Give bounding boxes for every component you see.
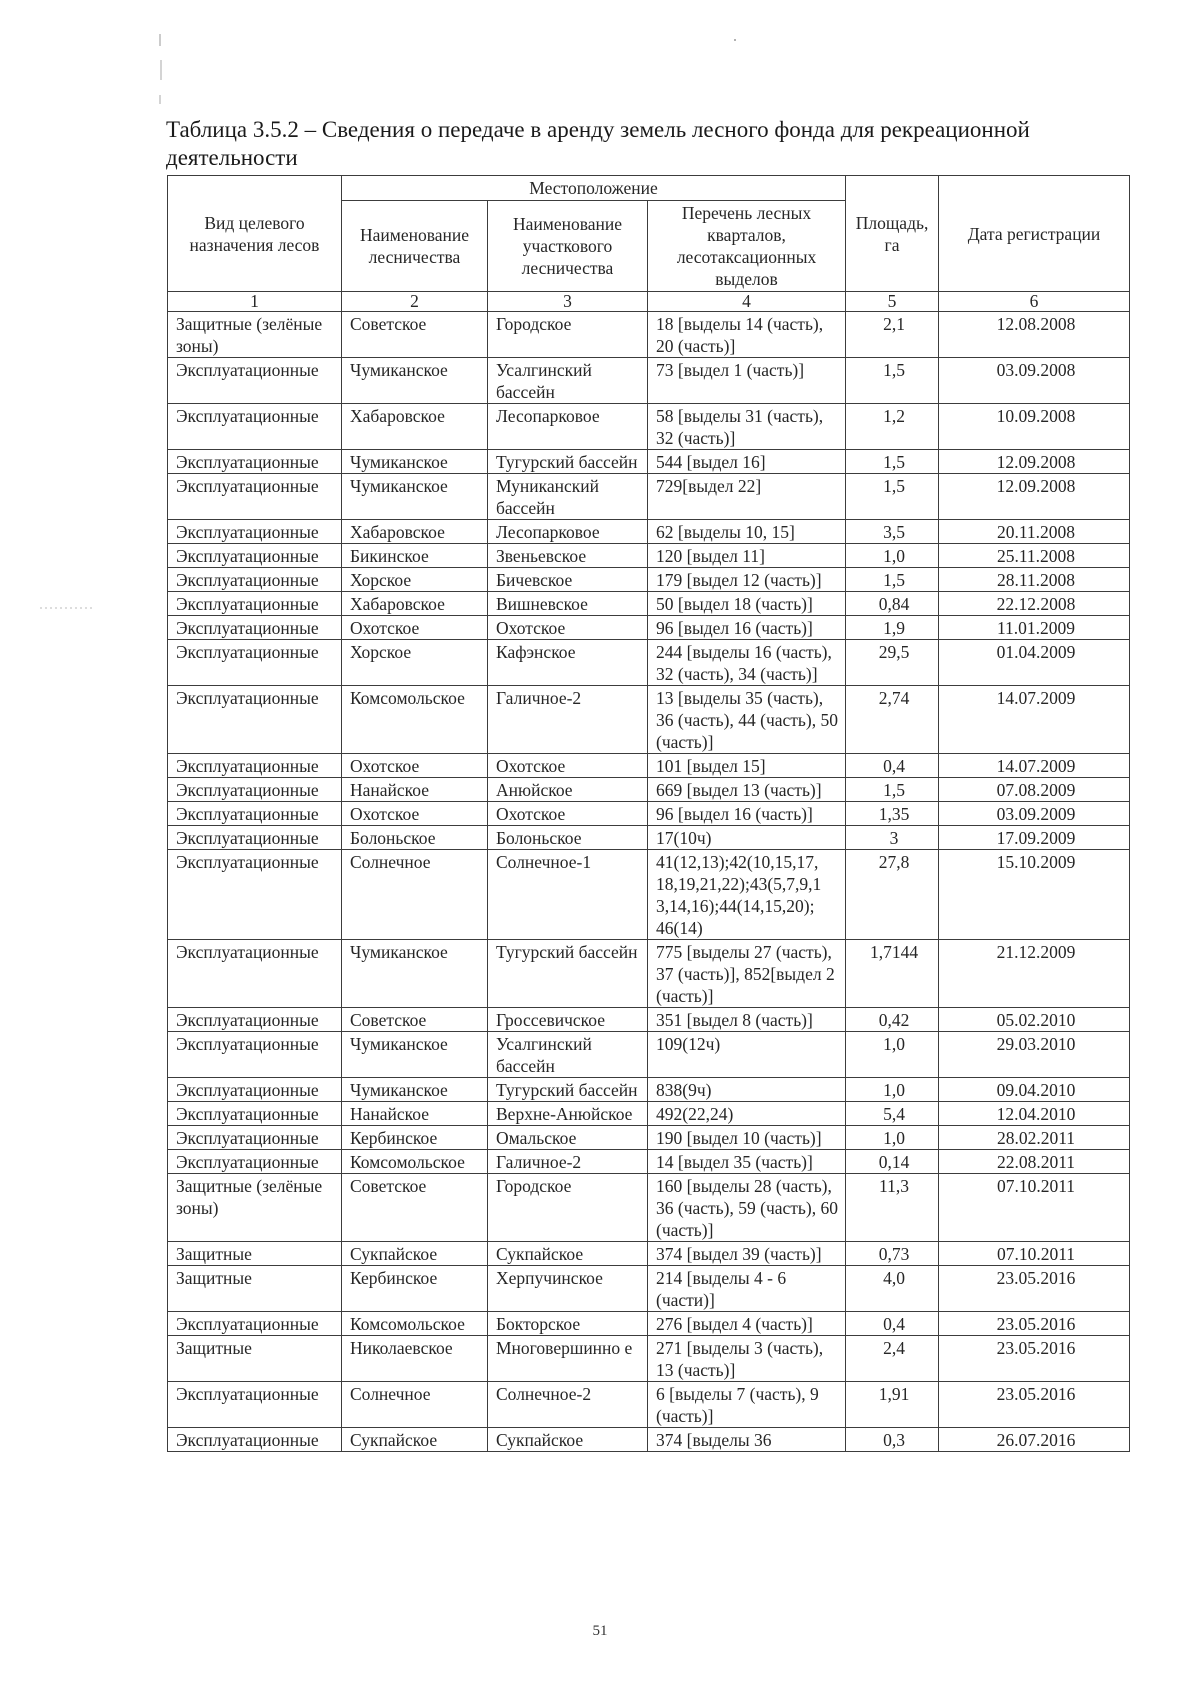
cell-quarters: 14 [выдел 35 (часть)] (648, 1150, 846, 1174)
cell-purpose: Эксплуатационные (168, 1102, 342, 1126)
cell-area: 1,9 (846, 616, 939, 640)
cell-quarters: 729[выдел 22] (648, 474, 846, 520)
cell-purpose: Эксплуатационные (168, 686, 342, 754)
table-row (168, 1078, 1130, 1102)
cell-district: Городское (488, 312, 648, 358)
cell-forestry: Сукпайское (342, 1428, 488, 1452)
cell-district: Солнечное-1 (488, 850, 648, 940)
cell-district: Звеньевское (488, 544, 648, 568)
cell-area: 1,5 (846, 450, 939, 474)
cell-district: Галичное-2 (488, 686, 648, 754)
cell-purpose: Эксплуатационные (168, 1126, 342, 1150)
cell-purpose: Эксплуатационные (168, 450, 342, 474)
cell-quarters: 374 [выделы 36 (648, 1428, 846, 1452)
cell-district: Охотское (488, 616, 648, 640)
table-row (168, 686, 1130, 754)
table-caption: Таблица 3.5.2 – Сведения о передаче в аренду земель лесного фонда для рекреационной деятельности (166, 117, 1030, 170)
cell-purpose: Эксплуатационные (168, 616, 342, 640)
cell-purpose: Эксплуатационные (168, 640, 342, 686)
cell-quarters: 62 [выделы 10, 15] (648, 520, 846, 544)
table-row (168, 592, 1130, 616)
cell-district: Сукпайское (488, 1428, 648, 1452)
lease-table (167, 175, 1130, 1452)
cell-date: 25.11.2008 (939, 544, 1130, 568)
cell-forestry: Чумиканское (342, 450, 488, 474)
column-number: 2 (342, 292, 488, 312)
cell-district: Многовершинно е (488, 1336, 648, 1382)
cell-quarters: 271 [выделы 3 (часть), 13 (часть)] (648, 1336, 846, 1382)
cell-district: Усалгинский бассейн (488, 358, 648, 404)
cell-purpose: Эксплуатационные (168, 850, 342, 940)
cell-quarters: 73 [выдел 1 (часть)] (648, 358, 846, 404)
table-row (168, 640, 1130, 686)
cell-quarters: 160 [выделы 28 (часть), 36 (часть), 59 (часть), 60 (часть)] (648, 1174, 846, 1242)
cell-forestry: Чумиканское (342, 940, 488, 1008)
cell-forestry: Чумиканское (342, 1078, 488, 1102)
cell-purpose: Эксплуатационные (168, 1078, 342, 1102)
cell-area: 0,4 (846, 754, 939, 778)
cell-area: 1,5 (846, 474, 939, 520)
cell-date: 26.07.2016 (939, 1428, 1130, 1452)
cell-area: 3 (846, 826, 939, 850)
cell-quarters: 101 [выдел 15] (648, 754, 846, 778)
cell-forestry: Хорское (342, 568, 488, 592)
cell-area: 11,3 (846, 1174, 939, 1242)
cell-date: 23.05.2016 (939, 1266, 1130, 1312)
cell-purpose: Эксплуатационные (168, 1312, 342, 1336)
cell-forestry: Советское (342, 312, 488, 358)
table-row (168, 1428, 1130, 1452)
cell-forestry: Болоньское (342, 826, 488, 850)
cell-date: 05.02.2010 (939, 1008, 1130, 1032)
cell-forestry: Хабаровское (342, 404, 488, 450)
cell-purpose: Эксплуатационные (168, 1032, 342, 1078)
cell-area: 0,73 (846, 1242, 939, 1266)
table-row (168, 1150, 1130, 1174)
cell-date: 28.02.2011 (939, 1126, 1130, 1150)
cell-quarters: 6 [выделы 7 (часть), 9 (часть)] (648, 1382, 846, 1428)
cell-date: 29.03.2010 (939, 1032, 1130, 1078)
table-row (168, 850, 1130, 940)
cell-area: 0,84 (846, 592, 939, 616)
table-row (168, 754, 1130, 778)
table-row (168, 802, 1130, 826)
cell-area: 1,2 (846, 404, 939, 450)
cell-date: 23.05.2016 (939, 1382, 1130, 1428)
cell-quarters: 276 [выдел 4 (часть)] (648, 1312, 846, 1336)
cell-district: Охотское (488, 802, 648, 826)
cell-area: 1,35 (846, 802, 939, 826)
table-row (168, 1102, 1130, 1126)
cell-area: 0,4 (846, 1312, 939, 1336)
cell-forestry: Комсомольское (342, 686, 488, 754)
table-row (168, 1032, 1130, 1078)
cell-district: Херпучинское (488, 1266, 648, 1312)
column-number: 3 (488, 292, 648, 312)
cell-purpose: Эксплуатационные (168, 754, 342, 778)
cell-date: 07.10.2011 (939, 1174, 1130, 1242)
cell-forestry: Чумиканское (342, 474, 488, 520)
cell-date: 01.04.2009 (939, 640, 1130, 686)
cell-area: 0,42 (846, 1008, 939, 1032)
cell-date: 23.05.2016 (939, 1312, 1130, 1336)
cell-forestry: Хабаровское (342, 520, 488, 544)
cell-area: 3,5 (846, 520, 939, 544)
cell-date: 07.08.2009 (939, 778, 1130, 802)
cell-forestry: Хорское (342, 640, 488, 686)
cell-date: 12.04.2010 (939, 1102, 1130, 1126)
table-row (168, 312, 1130, 358)
cell-quarters: 13 [выделы 35 (часть), 36 (часть), 44 (часть), 50 (часть)] (648, 686, 846, 754)
cell-quarters: 120 [выдел 11] (648, 544, 846, 568)
column-number: 6 (939, 292, 1130, 312)
cell-area: 1,5 (846, 778, 939, 802)
cell-district: Кафэнское (488, 640, 648, 686)
cell-date: 09.04.2010 (939, 1078, 1130, 1102)
cell-date: 03.09.2008 (939, 358, 1130, 404)
cell-district: Городское (488, 1174, 648, 1242)
cell-date: 15.10.2009 (939, 850, 1130, 940)
cell-district: Охотское (488, 754, 648, 778)
cell-date: 12.08.2008 (939, 312, 1130, 358)
cell-quarters: 775 [выделы 27 (часть), 37 (часть)], 852[выдел 2 (часть)] (648, 940, 846, 1008)
header-purpose: Вид целевого назначения лесов (168, 176, 342, 292)
cell-forestry: Нанайское (342, 778, 488, 802)
table-row (168, 1382, 1130, 1428)
cell-quarters: 17(10ч) (648, 826, 846, 850)
cell-purpose: Эксплуатационные (168, 404, 342, 450)
cell-district: Вишневское (488, 592, 648, 616)
scan-mark (734, 39, 736, 41)
table-row (168, 544, 1130, 568)
cell-purpose: Эксплуатационные (168, 778, 342, 802)
cell-quarters: 351 [выдел 8 (часть)] (648, 1008, 846, 1032)
header-area: Площадь, га (846, 176, 939, 292)
cell-forestry: Комсомольское (342, 1150, 488, 1174)
cell-quarters: 50 [выдел 18 (часть)] (648, 592, 846, 616)
cell-forestry: Комсомольское (342, 1312, 488, 1336)
column-numbers-row (168, 292, 1130, 312)
cell-purpose: Защитные (168, 1242, 342, 1266)
table-row (168, 404, 1130, 450)
header-forestry: Наименование лесничества (342, 201, 488, 292)
table-body (168, 312, 1130, 1452)
cell-purpose: Эксплуатационные (168, 1428, 342, 1452)
cell-date: 22.12.2008 (939, 592, 1130, 616)
cell-district: Анюйское (488, 778, 648, 802)
cell-purpose: Защитные (168, 1266, 342, 1312)
cell-area: 27,8 (846, 850, 939, 940)
cell-purpose: Эксплуатационные (168, 1008, 342, 1032)
cell-forestry: Советское (342, 1174, 488, 1242)
cell-date: 21.12.2009 (939, 940, 1130, 1008)
cell-date: 22.08.2011 (939, 1150, 1130, 1174)
cell-forestry: Хабаровское (342, 592, 488, 616)
cell-area: 1,91 (846, 1382, 939, 1428)
table-row (168, 474, 1130, 520)
cell-district: Тугурский бассейн (488, 940, 648, 1008)
cell-date: 12.09.2008 (939, 474, 1130, 520)
cell-purpose: Защитные (168, 1336, 342, 1382)
cell-area: 1,7144 (846, 940, 939, 1008)
cell-date: 11.01.2009 (939, 616, 1130, 640)
header-quarters: Перечень лесных кварталов, лесотаксационных выделов (648, 201, 846, 292)
cell-forestry: Солнечное (342, 1382, 488, 1428)
cell-purpose: Эксплуатационные (168, 358, 342, 404)
cell-date: 14.07.2009 (939, 686, 1130, 754)
table-row (168, 778, 1130, 802)
cell-date: 23.05.2016 (939, 1336, 1130, 1382)
table-row (168, 1174, 1130, 1242)
cell-quarters: 96 [выдел 16 (часть)] (648, 616, 846, 640)
cell-quarters: 244 [выделы 16 (часть), 32 (часть), 34 (часть)] (648, 640, 846, 686)
table-row (168, 1266, 1130, 1312)
cell-district: Сукпайское (488, 1242, 648, 1266)
table-row (168, 1336, 1130, 1382)
table-row (168, 1242, 1130, 1266)
cell-area: 1,0 (846, 1126, 939, 1150)
cell-area: 1,0 (846, 1032, 939, 1078)
cell-area: 1,5 (846, 568, 939, 592)
cell-district: Солнечное-2 (488, 1382, 648, 1428)
cell-district: Бокторское (488, 1312, 648, 1336)
cell-purpose: Эксплуатационные (168, 1382, 342, 1428)
column-number: 5 (846, 292, 939, 312)
cell-date: 17.09.2009 (939, 826, 1130, 850)
cell-district: Галичное-2 (488, 1150, 648, 1174)
cell-quarters: 374 [выдел 39 (часть)] (648, 1242, 846, 1266)
cell-area: 5,4 (846, 1102, 939, 1126)
cell-area: 29,5 (846, 640, 939, 686)
column-number: 1 (168, 292, 342, 312)
header-district-forestry: Наименование участкового лесничества (488, 201, 648, 292)
cell-forestry: Солнечное (342, 850, 488, 940)
cell-purpose: Эксплуатационные (168, 802, 342, 826)
cell-purpose: Эксплуатационные (168, 940, 342, 1008)
cell-district: Бичевское (488, 568, 648, 592)
cell-date: 20.11.2008 (939, 520, 1130, 544)
cell-purpose: Эксплуатационные (168, 474, 342, 520)
header-reg-date: Дата регистрации (939, 176, 1130, 292)
cell-district: Лесопарковое (488, 520, 648, 544)
cell-area: 1,0 (846, 544, 939, 568)
cell-purpose: Эксплуатационные (168, 826, 342, 850)
cell-purpose: Эксплуатационные (168, 568, 342, 592)
cell-forestry: Советское (342, 1008, 488, 1032)
cell-date: 03.09.2009 (939, 802, 1130, 826)
header-location-group: Местоположение (342, 176, 846, 201)
cell-district: Болоньское (488, 826, 648, 850)
cell-purpose: Эксплуатационные (168, 1150, 342, 1174)
table-row (168, 520, 1130, 544)
cell-date: 14.07.2009 (939, 754, 1130, 778)
table-row (168, 1312, 1130, 1336)
cell-purpose: Эксплуатационные (168, 544, 342, 568)
cell-quarters: 544 [выдел 16] (648, 450, 846, 474)
cell-district: Гроссевичское (488, 1008, 648, 1032)
cell-area: 1,0 (846, 1078, 939, 1102)
table-row (168, 1126, 1130, 1150)
table-row (168, 940, 1130, 1008)
table-row (168, 826, 1130, 850)
cell-quarters: 179 [выдел 12 (часть)] (648, 568, 846, 592)
cell-area: 4,0 (846, 1266, 939, 1312)
cell-area: 1,5 (846, 358, 939, 404)
cell-area: 0,14 (846, 1150, 939, 1174)
cell-purpose: Эксплуатационные (168, 520, 342, 544)
cell-district: Тугурский бассейн (488, 1078, 648, 1102)
cell-quarters: 109(12ч) (648, 1032, 846, 1078)
cell-quarters: 41(12,13);42(10,15,17, 18,19,21,22);43(5,7,9,1 3,14,16);44(14,15,20); 46(14) (648, 850, 846, 940)
cell-forestry: Бикинское (342, 544, 488, 568)
cell-quarters: 96 [выдел 16 (часть)] (648, 802, 846, 826)
cell-forestry: Чумиканское (342, 1032, 488, 1078)
cell-district: Усалгинский бассейн (488, 1032, 648, 1078)
cell-district: Омальское (488, 1126, 648, 1150)
cell-quarters: 492(22,24) (648, 1102, 846, 1126)
table-row (168, 616, 1130, 640)
table-row (168, 450, 1130, 474)
table-row (168, 568, 1130, 592)
cell-area: 2,4 (846, 1336, 939, 1382)
cell-purpose: Эксплуатационные (168, 592, 342, 616)
cell-forestry: Охотское (342, 616, 488, 640)
cell-quarters: 58 [выделы 31 (часть), 32 (часть)] (648, 404, 846, 450)
table-row (168, 1008, 1130, 1032)
cell-forestry: Кербинское (342, 1266, 488, 1312)
cell-forestry: Охотское (342, 754, 488, 778)
cell-quarters: 669 [выдел 13 (часть)] (648, 778, 846, 802)
cell-forestry: Чумиканское (342, 358, 488, 404)
cell-quarters: 18 [выделы 14 (часть), 20 (часть)] (648, 312, 846, 358)
cell-district: Муниканский бассейн (488, 474, 648, 520)
cell-date: 28.11.2008 (939, 568, 1130, 592)
page-number: 51 (592, 1623, 608, 1639)
cell-purpose: Защитные (зелёные зоны) (168, 1174, 342, 1242)
cell-area: 0,3 (846, 1428, 939, 1452)
cell-forestry: Сукпайское (342, 1242, 488, 1266)
cell-forestry: Нанайское (342, 1102, 488, 1126)
cell-district: Тугурский бассейн (488, 450, 648, 474)
cell-area: 2,1 (846, 312, 939, 358)
cell-quarters: 838(9ч) (648, 1078, 846, 1102)
cell-forestry: Кербинское (342, 1126, 488, 1150)
cell-district: Лесопарковое (488, 404, 648, 450)
cell-quarters: 214 [выделы 4 - 6 (части)] (648, 1266, 846, 1312)
cell-district: Верхне-Анюйское (488, 1102, 648, 1126)
table-row (168, 358, 1130, 404)
cell-date: 10.09.2008 (939, 404, 1130, 450)
cell-forestry: Охотское (342, 802, 488, 826)
cell-date: 12.09.2008 (939, 450, 1130, 474)
cell-date: 07.10.2011 (939, 1242, 1130, 1266)
cell-forestry: Николаевское (342, 1336, 488, 1382)
cell-quarters: 190 [выдел 10 (часть)] (648, 1126, 846, 1150)
cell-purpose: Защитные (зелёные зоны) (168, 312, 342, 358)
cell-area: 2,74 (846, 686, 939, 754)
column-number: 4 (648, 292, 846, 312)
